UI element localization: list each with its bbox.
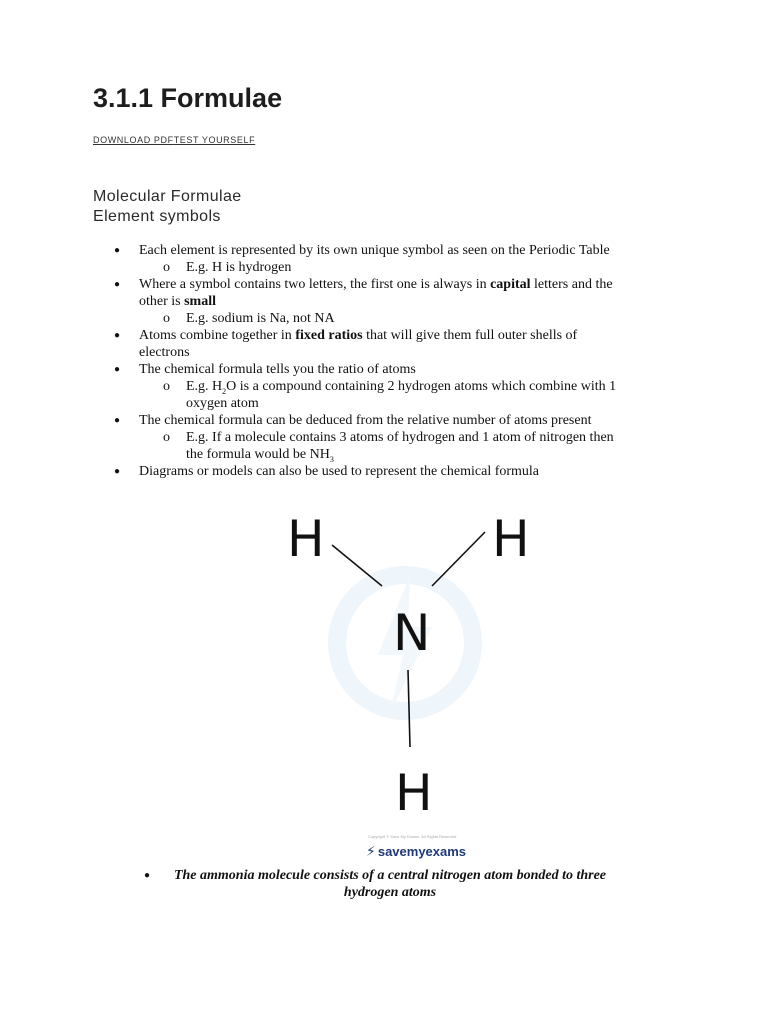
sub-bullet-marker: o: [163, 379, 170, 394]
bullet-marker: ●: [114, 245, 121, 256]
sub-list-item-text: E.g. H is hydrogen: [186, 260, 292, 275]
bond-right: [432, 532, 485, 586]
section-heading: [93, 187, 242, 227]
atom-n: N: [393, 604, 431, 662]
atom-h-bottom: H: [395, 764, 433, 822]
caption-line: The ammonia molecule consists of a central nitrogen atom bonded to three: [173, 868, 607, 883]
atom-h-right: H: [492, 510, 530, 568]
lightning-icon: ⚡: [366, 843, 376, 859]
subscript: 2: [222, 386, 227, 396]
list-item-text: electrons: [139, 345, 190, 360]
sub-list-item: [93, 310, 673, 327]
list-item-text: Where a symbol contains two letters, the first one is always in: [139, 277, 491, 292]
copyright-note: Copyright © Save My Exams. All Rights Reserved: [368, 834, 457, 839]
bullet-marker: ●: [114, 364, 121, 375]
sub-list-item-text: O is a compound containing 2 hydrogen atoms which combine with 1: [226, 379, 617, 394]
list-item-text: letters and the: [530, 277, 613, 292]
subscript: 3: [329, 454, 334, 464]
sub-bullet-marker: o: [163, 311, 170, 326]
sub-list-item-text: E.g. H: [186, 379, 223, 394]
list-item: [93, 276, 673, 310]
emphasis-capital: capital: [490, 277, 531, 292]
caption-line: hydrogen atoms: [343, 885, 437, 900]
bond-bottom: [408, 670, 410, 747]
list-item-text: The chemical formula tells you the ratio of atoms: [139, 362, 416, 377]
savemyexams-logo: [366, 843, 466, 860]
bullet-marker: ●: [114, 415, 121, 426]
molecular-formulae-heading: Molecular Formulae: [93, 188, 242, 205]
top-links: [93, 135, 255, 145]
sub-list-item: [93, 378, 673, 412]
bond-left: [332, 545, 382, 586]
bullet-marker: ●: [114, 466, 121, 477]
list-item: [93, 412, 673, 429]
sub-list-item: [93, 429, 673, 463]
list-item: [93, 463, 673, 480]
sub-list-item-text: E.g. sodium is Na, not NA: [186, 311, 335, 326]
list-item-text: other is: [139, 294, 185, 309]
page-title: 3.1.1 Formulae: [93, 83, 283, 113]
list-item: [93, 242, 673, 259]
bullet-marker: ●: [114, 279, 121, 290]
test-yourself-link[interactable]: TEST YOURSELF: [173, 135, 256, 145]
sub-bullet-marker: o: [163, 430, 170, 445]
list-item: [93, 361, 673, 378]
sub-list-item: [93, 259, 673, 276]
emphasis-fixed-ratios: fixed ratios: [295, 328, 363, 343]
bullet-marker: ●: [114, 330, 121, 341]
element-symbols-heading: Element symbols: [93, 208, 221, 225]
list-item-text: Diagrams or models can also be used to represent the chemical formula: [139, 464, 540, 479]
ammonia-diagram: [260, 495, 540, 835]
bullet-marker: ●: [144, 870, 151, 881]
sub-list-item-text: the formula would be NH: [186, 447, 330, 462]
list-item-text: Each element is represented by its own unique symbol as seen on the Periodic Table: [139, 243, 610, 258]
download-pdf-link[interactable]: DOWNLOAD PDF: [93, 135, 174, 145]
list-item-text: Atoms combine together in: [139, 328, 296, 343]
figure-caption: [140, 867, 640, 901]
bullet-list: [93, 242, 673, 480]
logo-text: savemyexams: [377, 844, 467, 859]
sub-list-item-text: oxygen atom: [186, 396, 259, 411]
list-item-text: The chemical formula can be deduced from the relative number of atoms present: [139, 413, 592, 428]
list-item-text: that will give them full outer shells of: [362, 328, 578, 343]
atom-h-left: H: [287, 510, 325, 568]
emphasis-small: small: [184, 294, 216, 309]
sub-list-item-text: E.g. If a molecule contains 3 atoms of hydrogen and 1 atom of nitrogen then: [186, 430, 614, 445]
list-item: [93, 327, 673, 361]
sub-bullet-marker: o: [163, 260, 170, 275]
